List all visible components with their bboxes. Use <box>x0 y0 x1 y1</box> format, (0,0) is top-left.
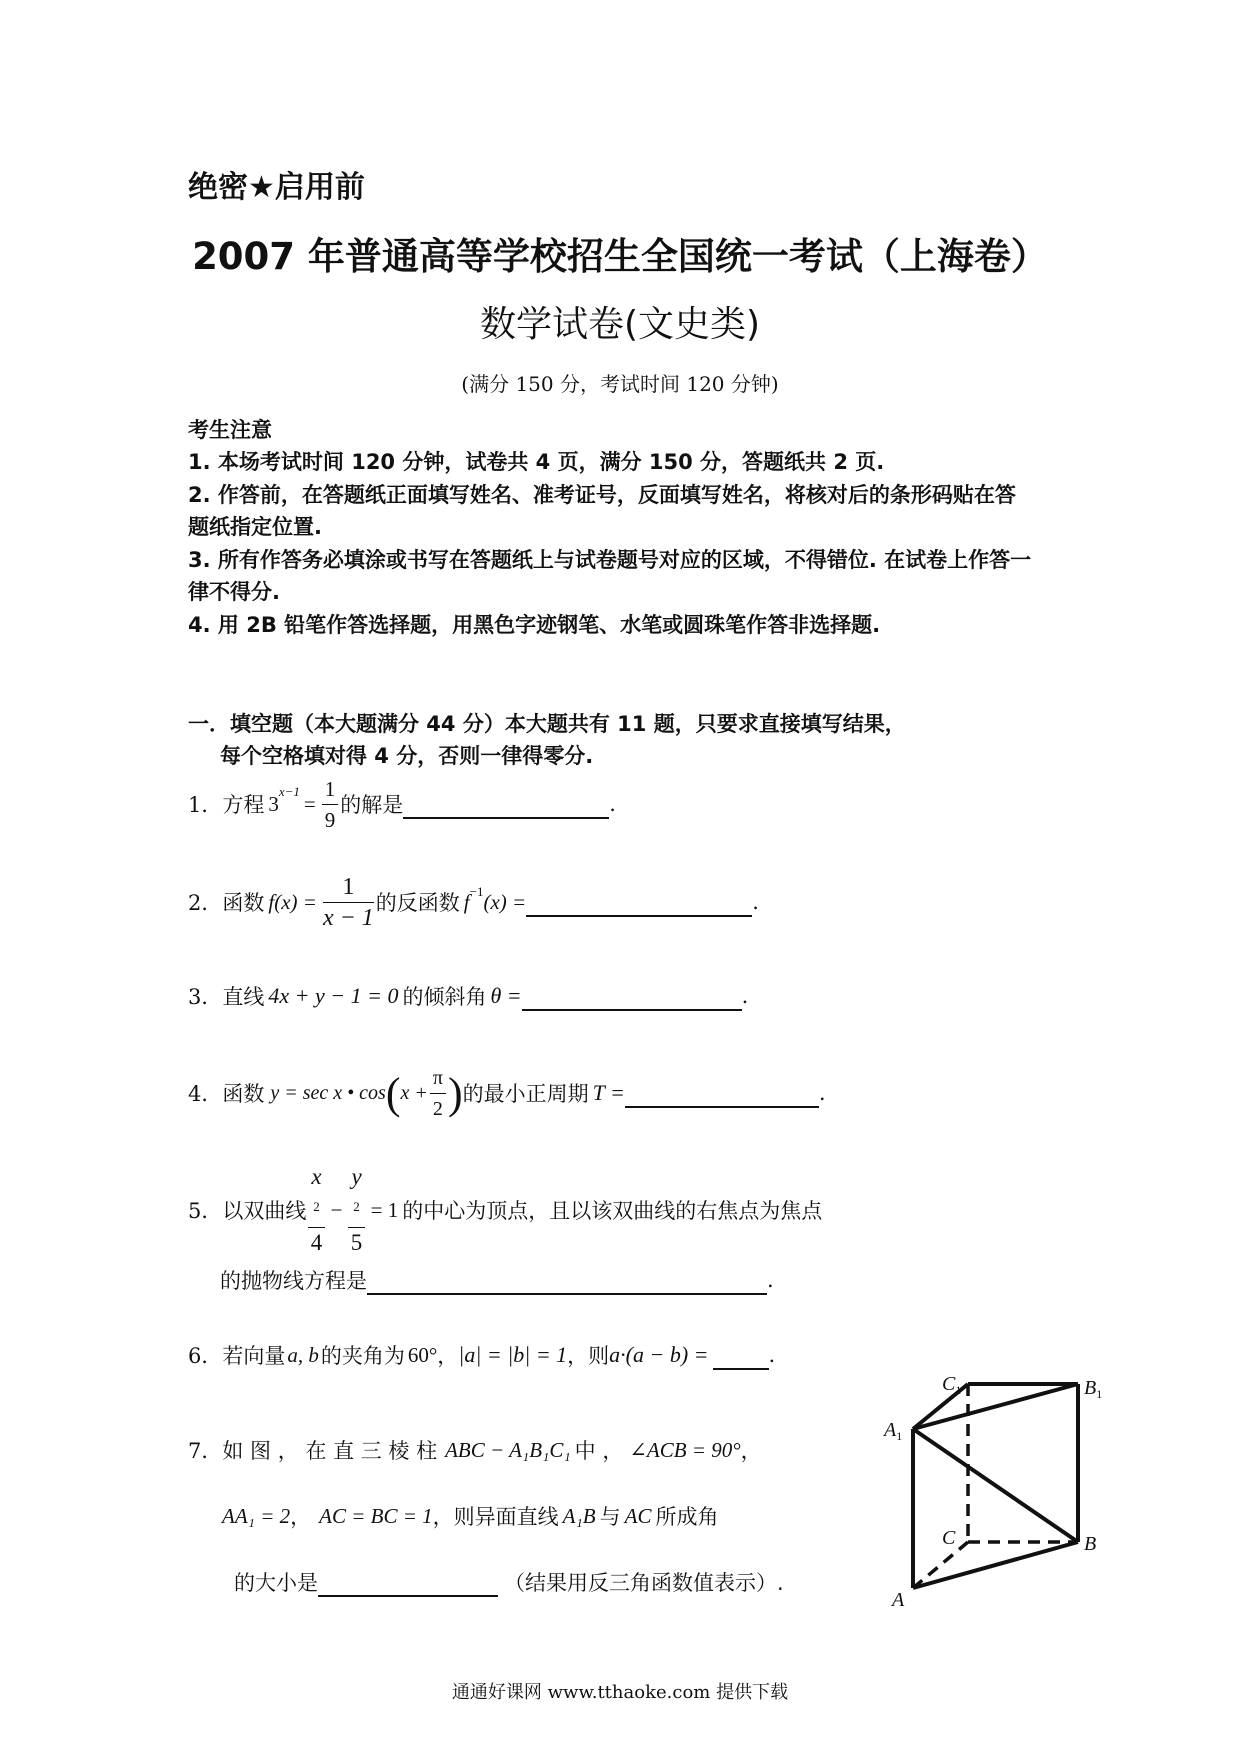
question-5-line2: 的抛物线方程是 . <box>220 1262 774 1298</box>
label-C: C <box>942 1527 956 1549</box>
question-2: 2． 函数 f(x) = $\frac{1}{x - 1}$ 的反函数 f $^{-1}$ (x) = . <box>188 873 759 931</box>
question-1: 1． 方程 3 $^{x-1}$ = $\frac{1}{9}$ 的解是 . <box>188 772 616 836</box>
label-C1: $C_1$ <box>942 1373 962 1397</box>
answer-blank[interactable] <box>522 981 742 1011</box>
question-number: 4． <box>188 1082 223 1106</box>
question-number: 7． <box>188 1439 223 1463</box>
answer-blank[interactable] <box>318 1567 498 1597</box>
exam-meta: (满分 150 分，考试时间 120 分钟) <box>461 372 779 396</box>
section-instructions: 每个空格填对得 4 分，否则一律得零分. <box>220 744 594 768</box>
question-number: 6． <box>188 1344 223 1368</box>
footer-credit: 通通好课网 www.tthaoke.com 提供下载 <box>451 1682 789 1703</box>
label-A1: $A_1$ <box>884 1419 903 1443</box>
exam-title: 2007 年普通高等学校招生全国统一考试（上海卷） <box>192 235 1048 278</box>
section-heading: 一．填空题（本大题满分 44 分）本大题共有 11 题，只要求直接填写结果， <box>188 712 906 736</box>
label-B1: $B_1$ <box>1084 1377 1103 1401</box>
answer-blank[interactable] <box>403 789 609 819</box>
edge-A1-B <box>913 1429 1078 1542</box>
answer-blank[interactable] <box>625 1078 819 1108</box>
answer-blank[interactable] <box>713 1340 769 1370</box>
question-6: 6． 若向量 a, b 的夹角为 60° ， |a| = |b| = 1 ，则 a·(a − b) = . <box>188 1342 776 1368</box>
question-number: 2． <box>188 891 223 915</box>
label-A: A <box>892 1589 905 1611</box>
notice-item-3b: 律不得分. <box>188 580 280 604</box>
question-number: 3． <box>188 985 223 1009</box>
answer-blank[interactable] <box>526 887 752 917</box>
question-number: 1． <box>188 793 223 817</box>
answer-blank[interactable] <box>367 1265 767 1295</box>
exam-subtitle: 数学试卷(文史类) <box>479 304 761 345</box>
confidential-mark: 绝密★启用前 <box>188 170 365 205</box>
question-5: 5． 以双曲线 x $^2$ 4 − y $^2$ 5 = 1 的中心为顶点，且以该双曲线的右焦点为焦点 <box>188 1163 823 1256</box>
question-7: 7． 如 图 ， 在 直 三 棱 柱 ABC − A₁B₁C₁ 中 ， ∠ACB = 90° ， <box>188 1430 762 1470</box>
notice-item-4: 4. 用 2B 铅笔作答选择题，用黑色字迹钢笔、水笔或圆珠笔作答非选择题. <box>188 613 881 637</box>
question-4: 4． 函数 y = sec x • cos ( x + $\frac{\pi}{2}$ ) 的最小正周期 T = . <box>188 1058 826 1128</box>
question-7-line3: 的大小是 （结果用反三角函数值表示）. <box>234 1564 784 1600</box>
notice-item-2a: 2. 作答前，在答题纸正面填写姓名、准考证号，反面填写姓名，将核对后的条形码贴在答 <box>188 483 1016 507</box>
label-B: B <box>1084 1533 1097 1555</box>
prism-figure <box>870 1370 1120 1620</box>
notice-item-2b: 题纸指定位置. <box>188 515 322 539</box>
notice-item-3a: 3. 所有作答务必填涂或书写在答题纸上与试卷题号对应的区域，不得错位. 在试卷上作答一 <box>188 548 1032 572</box>
question-7-line2: AA₁ = 2 ， AC = BC = 1 ，则异面直线 A₁B 与 AC 所成角 <box>222 1503 719 1529</box>
notice-heading: 考生注意 <box>188 418 272 442</box>
question-number: 5． <box>188 1199 223 1223</box>
notice-item-1: 1. 本场考试时间 120 分钟，试卷共 4 页，满分 150 分，答题纸共 2 页. <box>188 450 885 474</box>
question-3: 3． 直线 4x + y − 1 = 0 的倾斜角 θ = . <box>188 983 749 1009</box>
edge-A-B <box>913 1542 1078 1588</box>
